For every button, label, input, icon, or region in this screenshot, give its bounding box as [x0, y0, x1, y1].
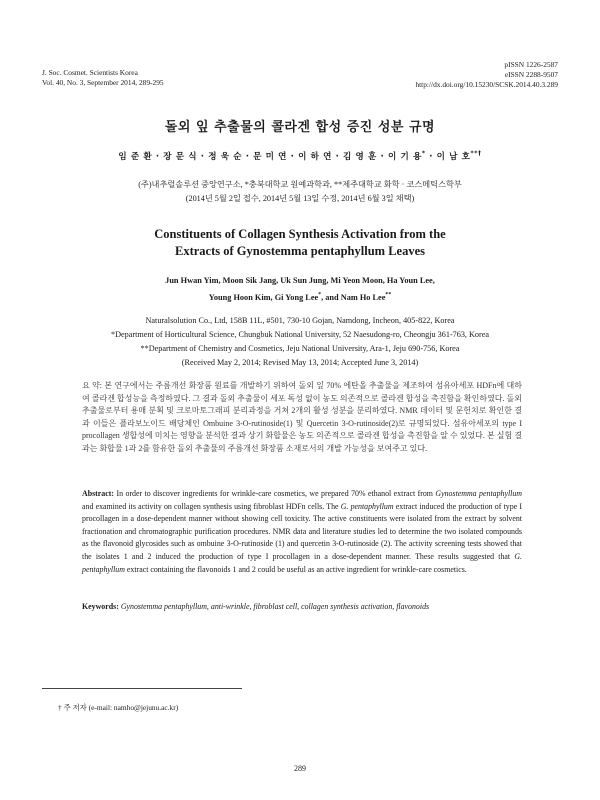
- journal-name: J. Soc. Cosmet. Scientists Korea: [42, 68, 138, 77]
- keywords-terms: Gynostemma pentaphyllum, anti-wrinkle, fibroblast cell, collagen synthesis activation, flavonoids: [120, 602, 430, 611]
- journal-header-left: [42, 68, 164, 88]
- abstract-text-1: In order to discover ingredients for wrinkle-care cosmetics, we prepared 70% ethanol extract from: [114, 489, 436, 498]
- english-dates: (Received May 2, 2014; Revised May 13, 2014; Accepted June 3, 2014): [181, 358, 419, 367]
- korean-title: 돌외 잎 추출물의 콜라겐 합성 증진 성분 규명: [164, 120, 436, 135]
- journal-volume: Vol. 40, No. 3, September 2014, 289-295: [42, 78, 164, 87]
- keywords-label: Keywords:: [82, 602, 119, 611]
- affiliation-1: Naturalsolution Co., Ltd, 158B 11L, #501, 730-10 Gojan, Namdong, Incheon, 405-822, Korea: [145, 316, 455, 325]
- eissn: eISSN 2288-9507: [504, 70, 558, 79]
- english-title-line1: Constituents of Collagen Synthesis Activation from the: [154, 227, 446, 241]
- affiliation-2: *Department of Horticultural Science, Chungbuk National University, 52 Naesudong-ro, Cheongju 361-763, Korea: [110, 330, 490, 339]
- english-abstract: [82, 488, 522, 576]
- abstract-text-4: extract containing the flavonoids 1 and 2 could be useful as an active ingredient for wrinkle-care cosmetics.: [124, 564, 467, 574]
- abstract-text-3: extract induced the production of type I procollagen in a dose-dependent manner without showing cell toxicity. The active constituents were isolated from the extract by solvent fractionation and chromatographic purification procedures. NMR data and literature studies led to determine the two isolated compounds as the flavonoid glycosides such as ombuine 3-O-rutinoside (1) and quercetin 3-O-rutinoside (2). The activity screening tests showed that the isolates 1 and 2 induced the production of type I procollagen in a dose-dependent manner. These results suggested that: [82, 501, 522, 561]
- korean-dates: (2014년 5월 2일 접수, 2014년 5월 13일 수정, 2014년 6월 3일 채택): [185, 194, 415, 203]
- english-authors: [0, 274, 600, 305]
- korean-author-mark1: *: [421, 150, 426, 158]
- page-number: 289: [294, 764, 306, 773]
- korean-abstract: 요 약: 본 연구에서는 주름개선 화장품 원료를 개발하기 위하여 돌외 잎 70% 에탄올 추출물을 제조하여 섬유아세포 HDFn에 대하여 콜라겐 합성능을 측정하였다. 그 결과 돌외 추출물이 세포 독성 없이 농도 의존적으로 콜라겐 합성을 촉진함을 확인하였다. 돌외 추출물로부터 용매 분획 및 크로마토그래피 분리과정을 거쳐 2개의 활성 성분을 분리하였다. NMR 데이터 및 문헌치로 확인한 결과 이들은 플라보노이드 배당체인 Ombuine 3-O-rutinoside(1) 및 Quercetin 3-O-rutinoside(2)로 규명되었다. 섬유아세포의 type I procollagen 생합성에 미치는 영향을 분석한 결과 상기 화합물은 농도 의존적으로 콜라겐 합성을 촉진함을 알 수 있었다. 본 실험 결과는 화합물 1과 2를 함유한 돌외 추출물의 주름개선 화장품 소재로서의 개발 가능성을 보여주고 있다.: [82, 381, 522, 453]
- corresponding-author-footnote: † 주 저자 (e-mail: namho@jejunu.ac.kr): [58, 703, 179, 712]
- korean-authors: [0, 150, 600, 162]
- english-authors-line2b: , and Nam Ho Lee: [321, 292, 386, 302]
- english-authors-line1: Jun Hwan Yim, Moon Sik Jang, Uk Sun Jung, Mi Yeon Moon, Ha Youn Lee,: [165, 276, 435, 285]
- abstract-species-2: G. pentaphyllum: [340, 501, 394, 511]
- pissn: pISSN 1226-2587: [504, 60, 558, 69]
- english-affiliations: [0, 314, 600, 370]
- korean-affiliations: [0, 178, 600, 206]
- abstract-text-2: and examined its activity on collagen synthesis using fibroblast HDFn cells. The: [82, 501, 341, 511]
- affiliation-3: **Department of Chemistry and Cosmetics, Jeju National University, Ara-1, Jeju 690-756, Korea: [140, 344, 460, 353]
- english-author-mark2: **: [385, 292, 392, 298]
- abstract-species-3: G. pentaphyllum: [82, 551, 522, 574]
- korean-affiliation-line: (주)내추럴솔루션 중앙연구소, *충북대학교 원예과학과, **제주대학교 화학 · 코스메틱스학부: [138, 180, 462, 189]
- english-author-mark1: *: [318, 292, 322, 298]
- english-title-line2: Extracts of Gynostemma pentaphyllum Leaves: [175, 244, 425, 258]
- abstract-label: Abstract:: [82, 489, 114, 498]
- keywords: [82, 601, 522, 613]
- english-authors-line2a: Young Hoon Kim, Gi Yong Lee: [208, 292, 319, 302]
- abstract-species-1: Gynostemma pentaphyllum: [435, 489, 523, 498]
- journal-header-right: [415, 60, 558, 90]
- english-authors-line2: [0, 288, 600, 305]
- english-title: [0, 226, 600, 260]
- doi-link[interactable]: http://dx.doi.org/10.15230/SCSK.2014.40.3.289: [415, 80, 558, 89]
- footnote-divider: [42, 688, 242, 689]
- korean-author-last: · 이 남 호: [425, 152, 471, 162]
- korean-author-mark2: **†: [470, 150, 482, 158]
- korean-author-list: 임 준 환 · 장 문 식 · 정 욱 순 · 문 미 연 · 이 하 연 · 김 영 훈 · 이 기 용: [118, 152, 422, 162]
